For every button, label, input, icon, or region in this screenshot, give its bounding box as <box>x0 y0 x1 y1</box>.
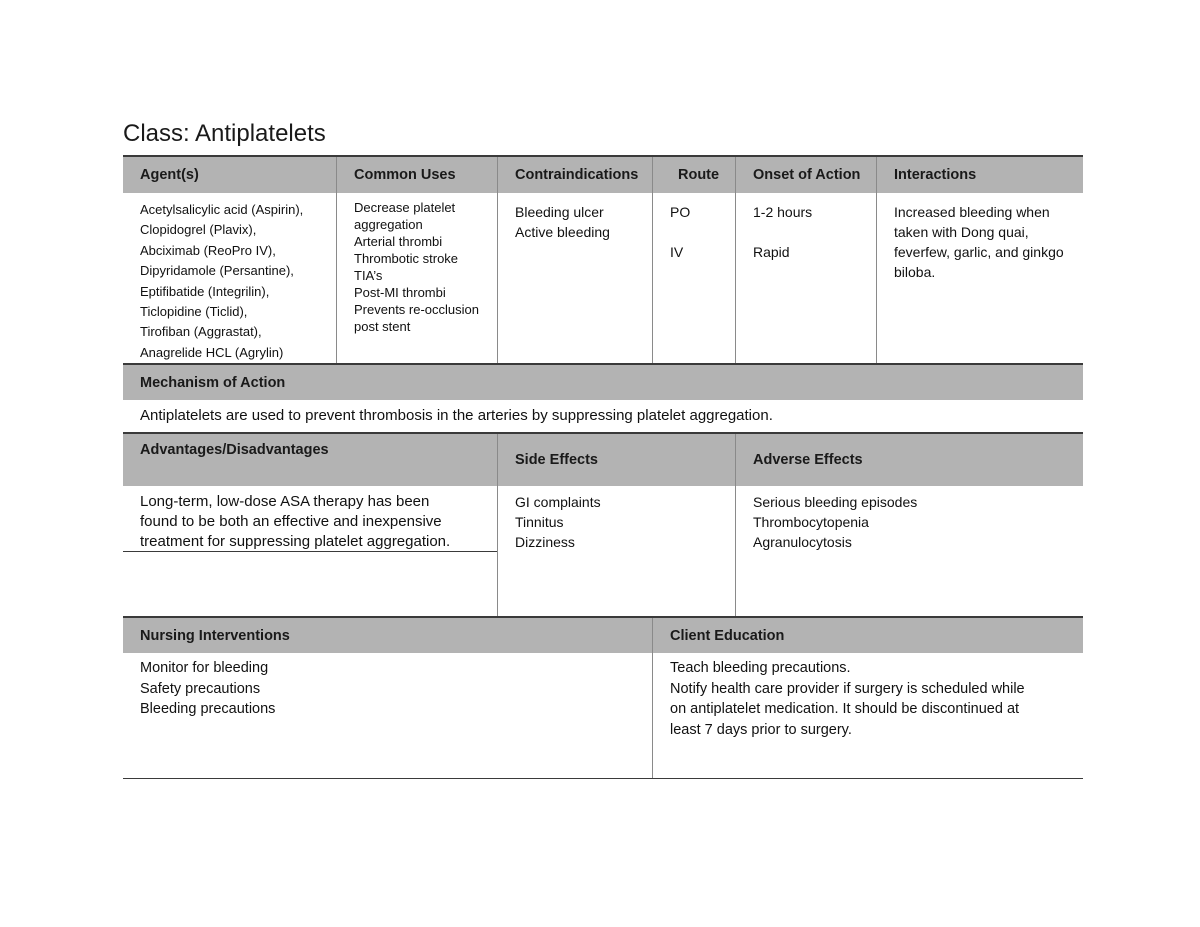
onset-cell <box>736 193 877 363</box>
use-item: Post-MI thrombi <box>354 285 446 300</box>
route-header: Route <box>653 157 736 193</box>
drug-table-row <box>123 193 1083 363</box>
onset-header: Onset of Action <box>736 157 877 193</box>
common-uses-header: Common Uses <box>337 157 498 193</box>
intervention-item: Bleeding precautions <box>140 701 276 717</box>
advantages-text <box>123 486 497 552</box>
client-education-header: Client Education <box>670 627 785 644</box>
drug-table <box>123 155 1083 363</box>
side-effects-header: Side Effects <box>498 434 736 486</box>
education-line: Teach bleeding precautions. <box>670 660 851 676</box>
mechanism-text: Antiplatelets are used to prevent thrombosis in the arteries by suppressing platelet aggregation. <box>140 407 773 424</box>
use-item: Prevents re-occlusion <box>354 302 479 317</box>
education-line: Notify health care provider if surgery is scheduled while <box>670 680 1025 697</box>
agent-item: Acetylsalicylic acid (Aspirin), <box>140 202 304 217</box>
use-item: Thrombotic stroke <box>354 251 459 266</box>
route-cell <box>653 193 736 363</box>
client-education-cell <box>653 653 1083 778</box>
agent-item: Eptifibatide (Integrilin), <box>140 283 270 299</box>
advantage-line: treatment for suppressing platelet aggregation. <box>140 533 451 550</box>
page-title: Class: Antiplatelets <box>123 120 326 147</box>
use-item: Arterial thrombi <box>354 234 443 249</box>
effects-row <box>123 486 1083 616</box>
nursing-interventions-header: Nursing Interventions <box>123 618 653 653</box>
effects-table <box>123 432 1083 616</box>
agents-cell <box>123 193 337 363</box>
education-line: on antiplatelet medication. It should be discontinued at <box>670 701 1020 717</box>
adverse-effects-header: Adverse Effects <box>753 452 863 468</box>
onset-po: 1-2 hours <box>753 204 813 220</box>
route-po: PO <box>670 204 691 220</box>
mechanism-header-bar <box>123 363 1083 400</box>
adverse-effect-item: Thrombocytopenia <box>753 514 869 530</box>
mechanism-section <box>123 363 1083 432</box>
nursing-row <box>123 653 1083 778</box>
interactions-text: Increased bleeding when taken with Dong quai, feverfew, garlic, and ginkgo biloba. <box>894 204 1064 280</box>
agent-item: Clopidogrel (Plavix), <box>140 222 257 238</box>
adverse-effect-item: Serious bleeding episodes <box>753 494 918 510</box>
common-uses-cell <box>337 193 498 363</box>
use-item: Decrease platelet <box>354 200 456 215</box>
side-effect-item: GI complaints <box>515 494 601 510</box>
advantage-line: Long-term, low-dose ASA therapy has been <box>140 493 430 510</box>
contraindication-item: Bleeding ulcer <box>515 204 604 220</box>
route-iv: IV <box>670 244 684 260</box>
nursing-header <box>123 616 1083 653</box>
side-effect-item: Tinnitus <box>515 514 564 530</box>
advantages-cell <box>123 486 498 616</box>
contraindications-cell <box>498 193 653 363</box>
advantage-line: found to be both an effective and inexpensive <box>140 513 442 530</box>
nursing-interventions-cell <box>123 653 653 778</box>
side-effect-item: Dizziness <box>515 534 575 550</box>
agent-item: Dipyridamole (Persantine), <box>140 263 294 279</box>
agent-item: Ticlopidine (Ticlid), <box>140 304 248 320</box>
use-item: post stent <box>354 319 411 334</box>
side-effects-cell <box>498 486 736 616</box>
use-item: aggregation <box>354 217 423 232</box>
contraindication-item: Active bleeding <box>515 224 610 240</box>
adverse-effects-cell <box>736 486 1083 616</box>
intervention-item: Monitor for bleeding <box>140 660 269 676</box>
mechanism-header: Mechanism of Action <box>140 374 286 391</box>
adverse-effect-item: Agranulocytosis <box>753 534 852 550</box>
agent-item: Anagrelide HCL (Agrylin) <box>140 344 284 360</box>
onset-iv: Rapid <box>753 244 790 260</box>
agent-item: Tirofiban (Aggrastat), <box>140 324 262 340</box>
contraindications-header: Contraindications <box>498 157 653 193</box>
effects-header <box>123 432 1083 486</box>
agents-header: Agent(s) <box>123 157 337 193</box>
use-item: TIA’s <box>354 268 383 283</box>
education-line: least 7 days prior to surgery. <box>670 721 852 738</box>
nursing-table <box>123 616 1083 779</box>
advantages-header: Advantages/Disadvantages <box>123 434 498 486</box>
drug-table-header <box>123 155 1083 193</box>
intervention-item: Safety precautions <box>140 680 261 697</box>
interactions-cell <box>877 193 1083 363</box>
interactions-header: Interactions <box>894 167 977 183</box>
agent-item: Abciximab (ReoPro IV), <box>140 242 276 258</box>
